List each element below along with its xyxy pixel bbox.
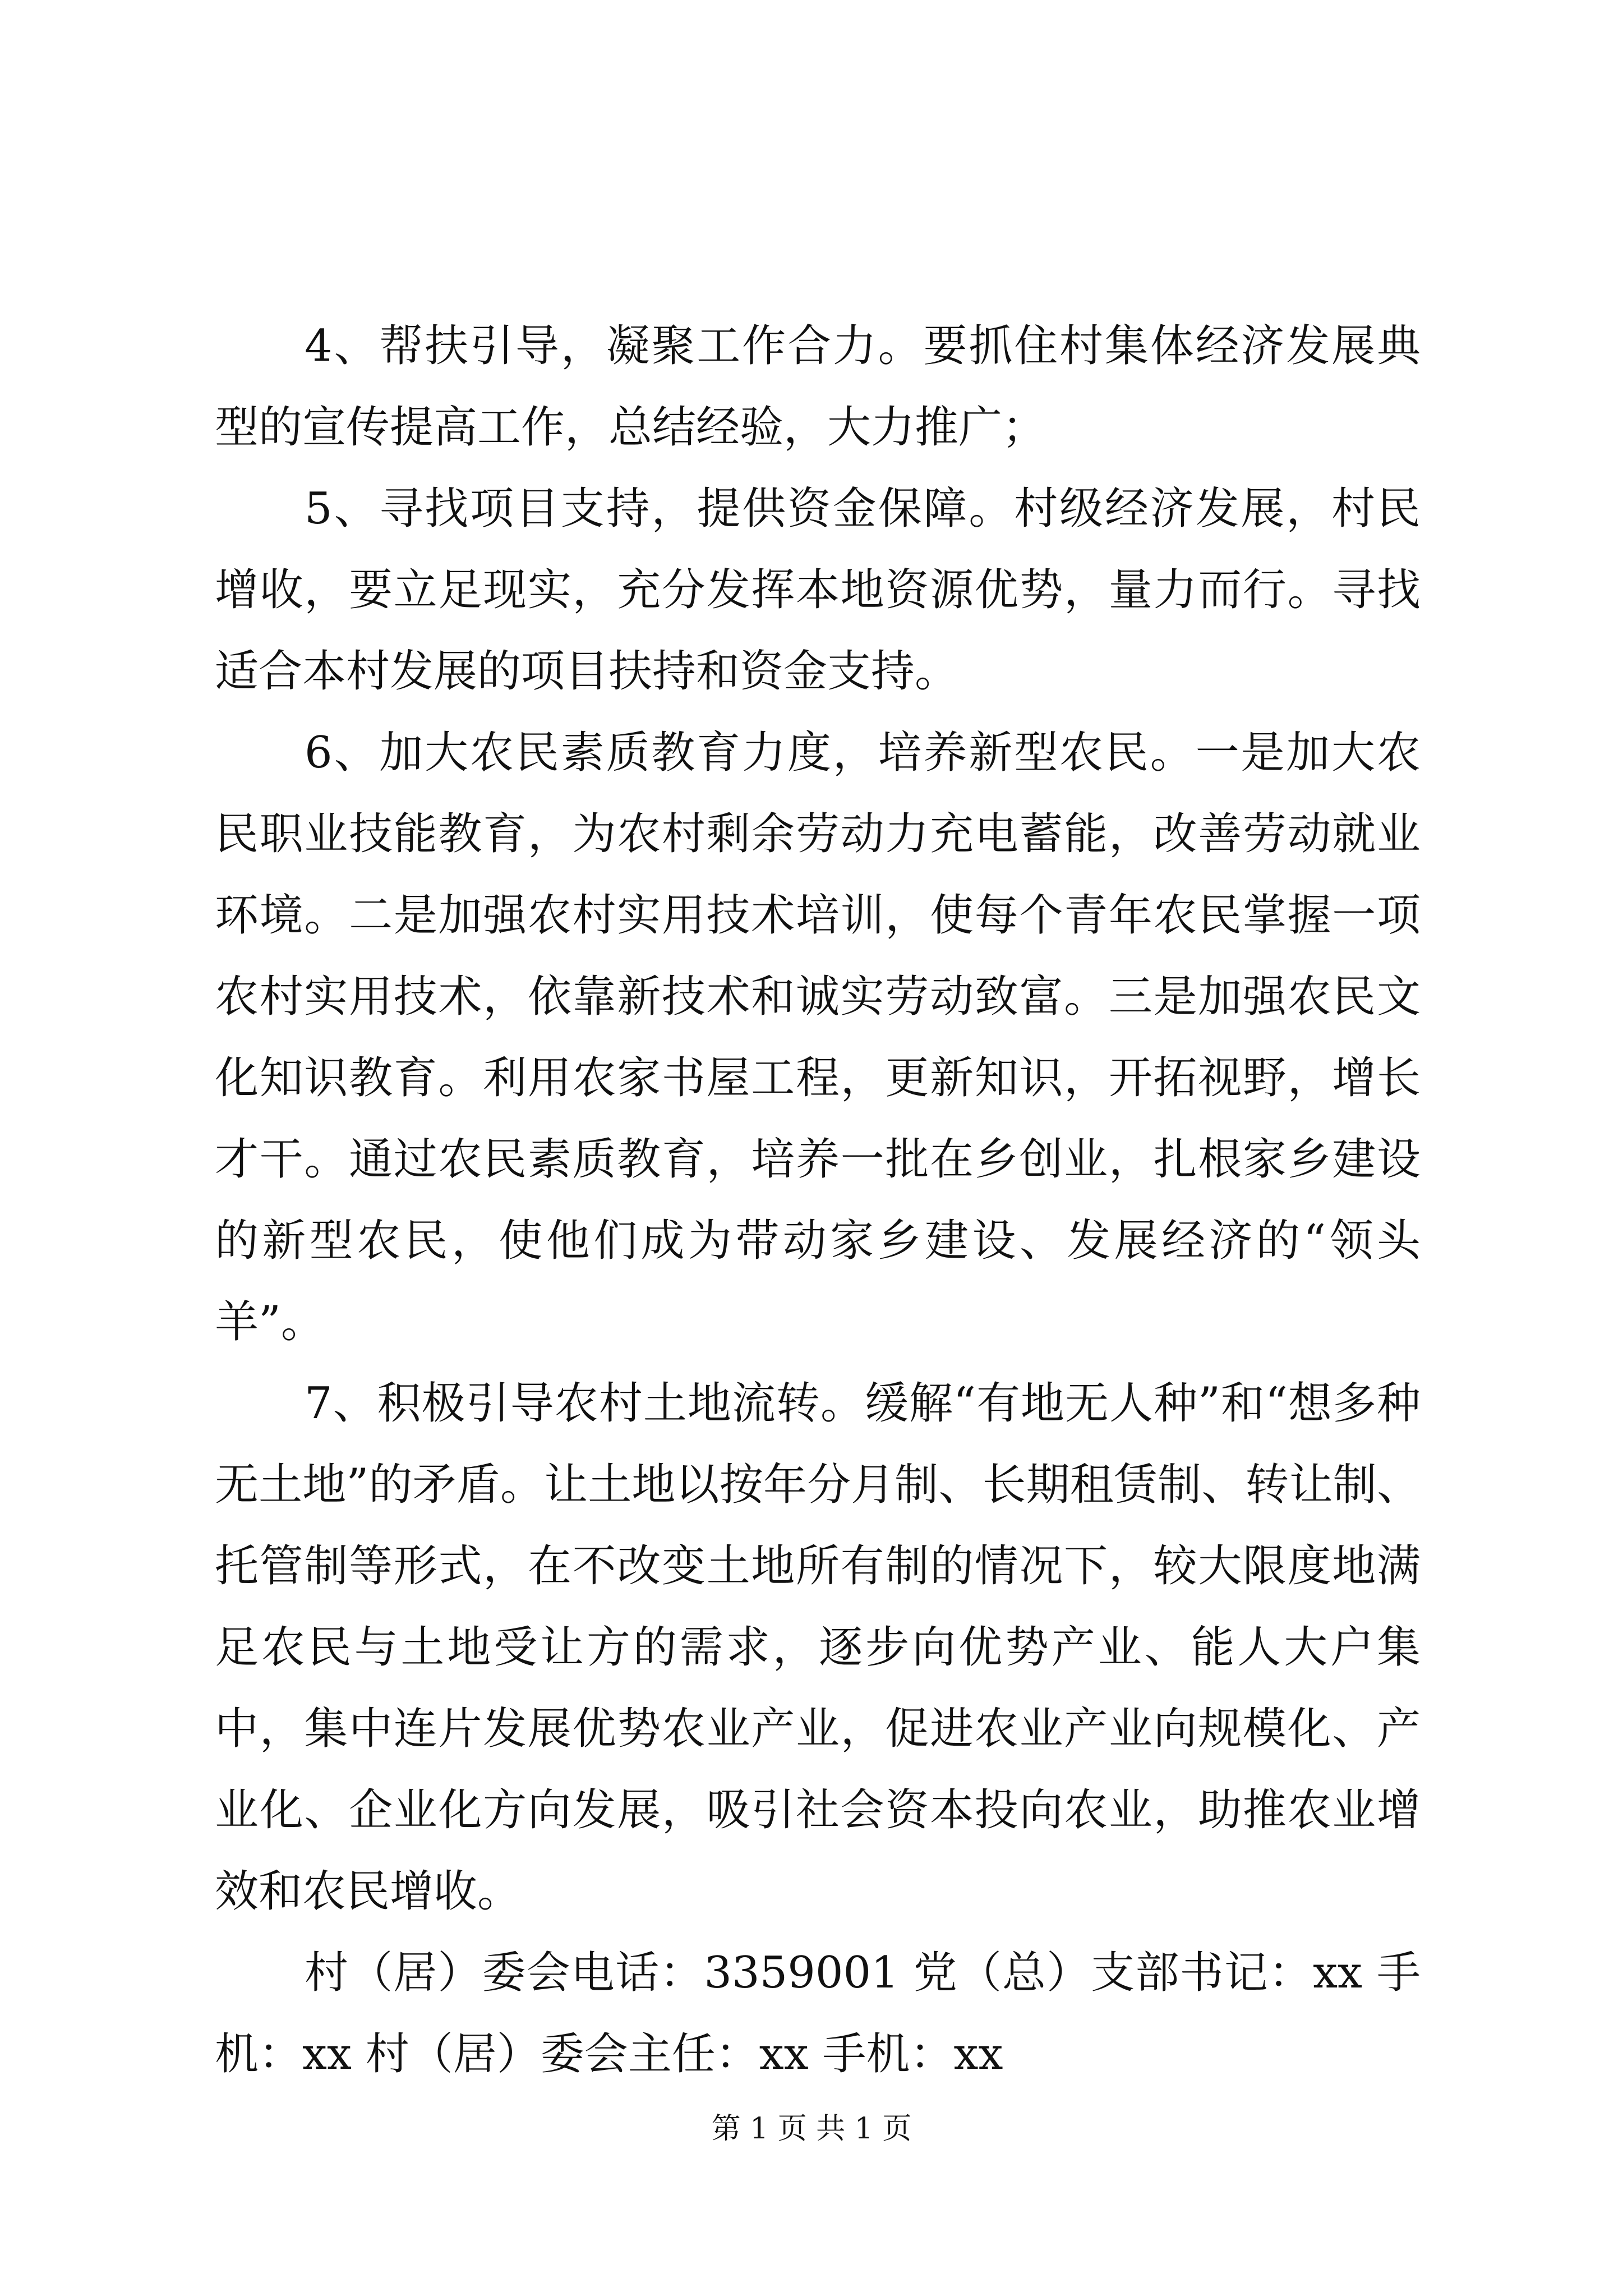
page-number-label: 第 1 页 共 1 页: [711, 2112, 912, 2146]
paragraph-item-6: 6、加大农民素质教育力度，培养新型农民。一是加大农民职业技能教育，为农村剩余劳动力充电蓄能，改善劳动就业环境。二是加强农村实用技术培训，使每个青年农民掌握一项农村实用技术，依靠新技术和诚实劳动致富。三是加强农民文化知识教育。利用农家书屋工程，更新知识，开拓视野，增长才干。通过农民素质教育，培养一批在乡创业，扎根家乡建设的新型农民，使他们成为带动家乡建设、发展经济的“领头羊”。: [215, 728, 1421, 1347]
paragraph-item-7: 7、积极引导农村土地流转。缓解“有地无人种”和“想多种无土地”的矛盾。让土地以按年分月制、长期租赁制、转让制、托管制等形式，在不改变土地所有制的情况下，较大限度地满足农民与土地受让方的需求，逐步向优势产业、能人大户集中，集中连片发展优势农业产业，促进农业产业向规模化、产业化、企业化方向发展，吸引社会资本投向农业，助推农业增效和农民增收。: [215, 1378, 1421, 1917]
contact-info: 村（居）委会电话：3359001 党（总）支部书记：xx 手机：xx 村（居）委会主任：xx 手机：xx: [215, 1948, 1421, 2079]
page-footer: [0, 2109, 1623, 2148]
document-body: [215, 306, 1421, 2095]
paragraph-item-5: 5、寻找项目支持，提供资金保障。村级经济发展，村民增收，要立足现实，充分发挥本地资源优势，量力而行。寻找适合本村发展的项目扶持和资金支持。: [215, 484, 1421, 697]
paragraph-item-4: 4、帮扶引导，凝聚工作合力。要抓住村集体经济发展典型的宣传提高工作，总结经验，大力推广；: [215, 321, 1421, 453]
